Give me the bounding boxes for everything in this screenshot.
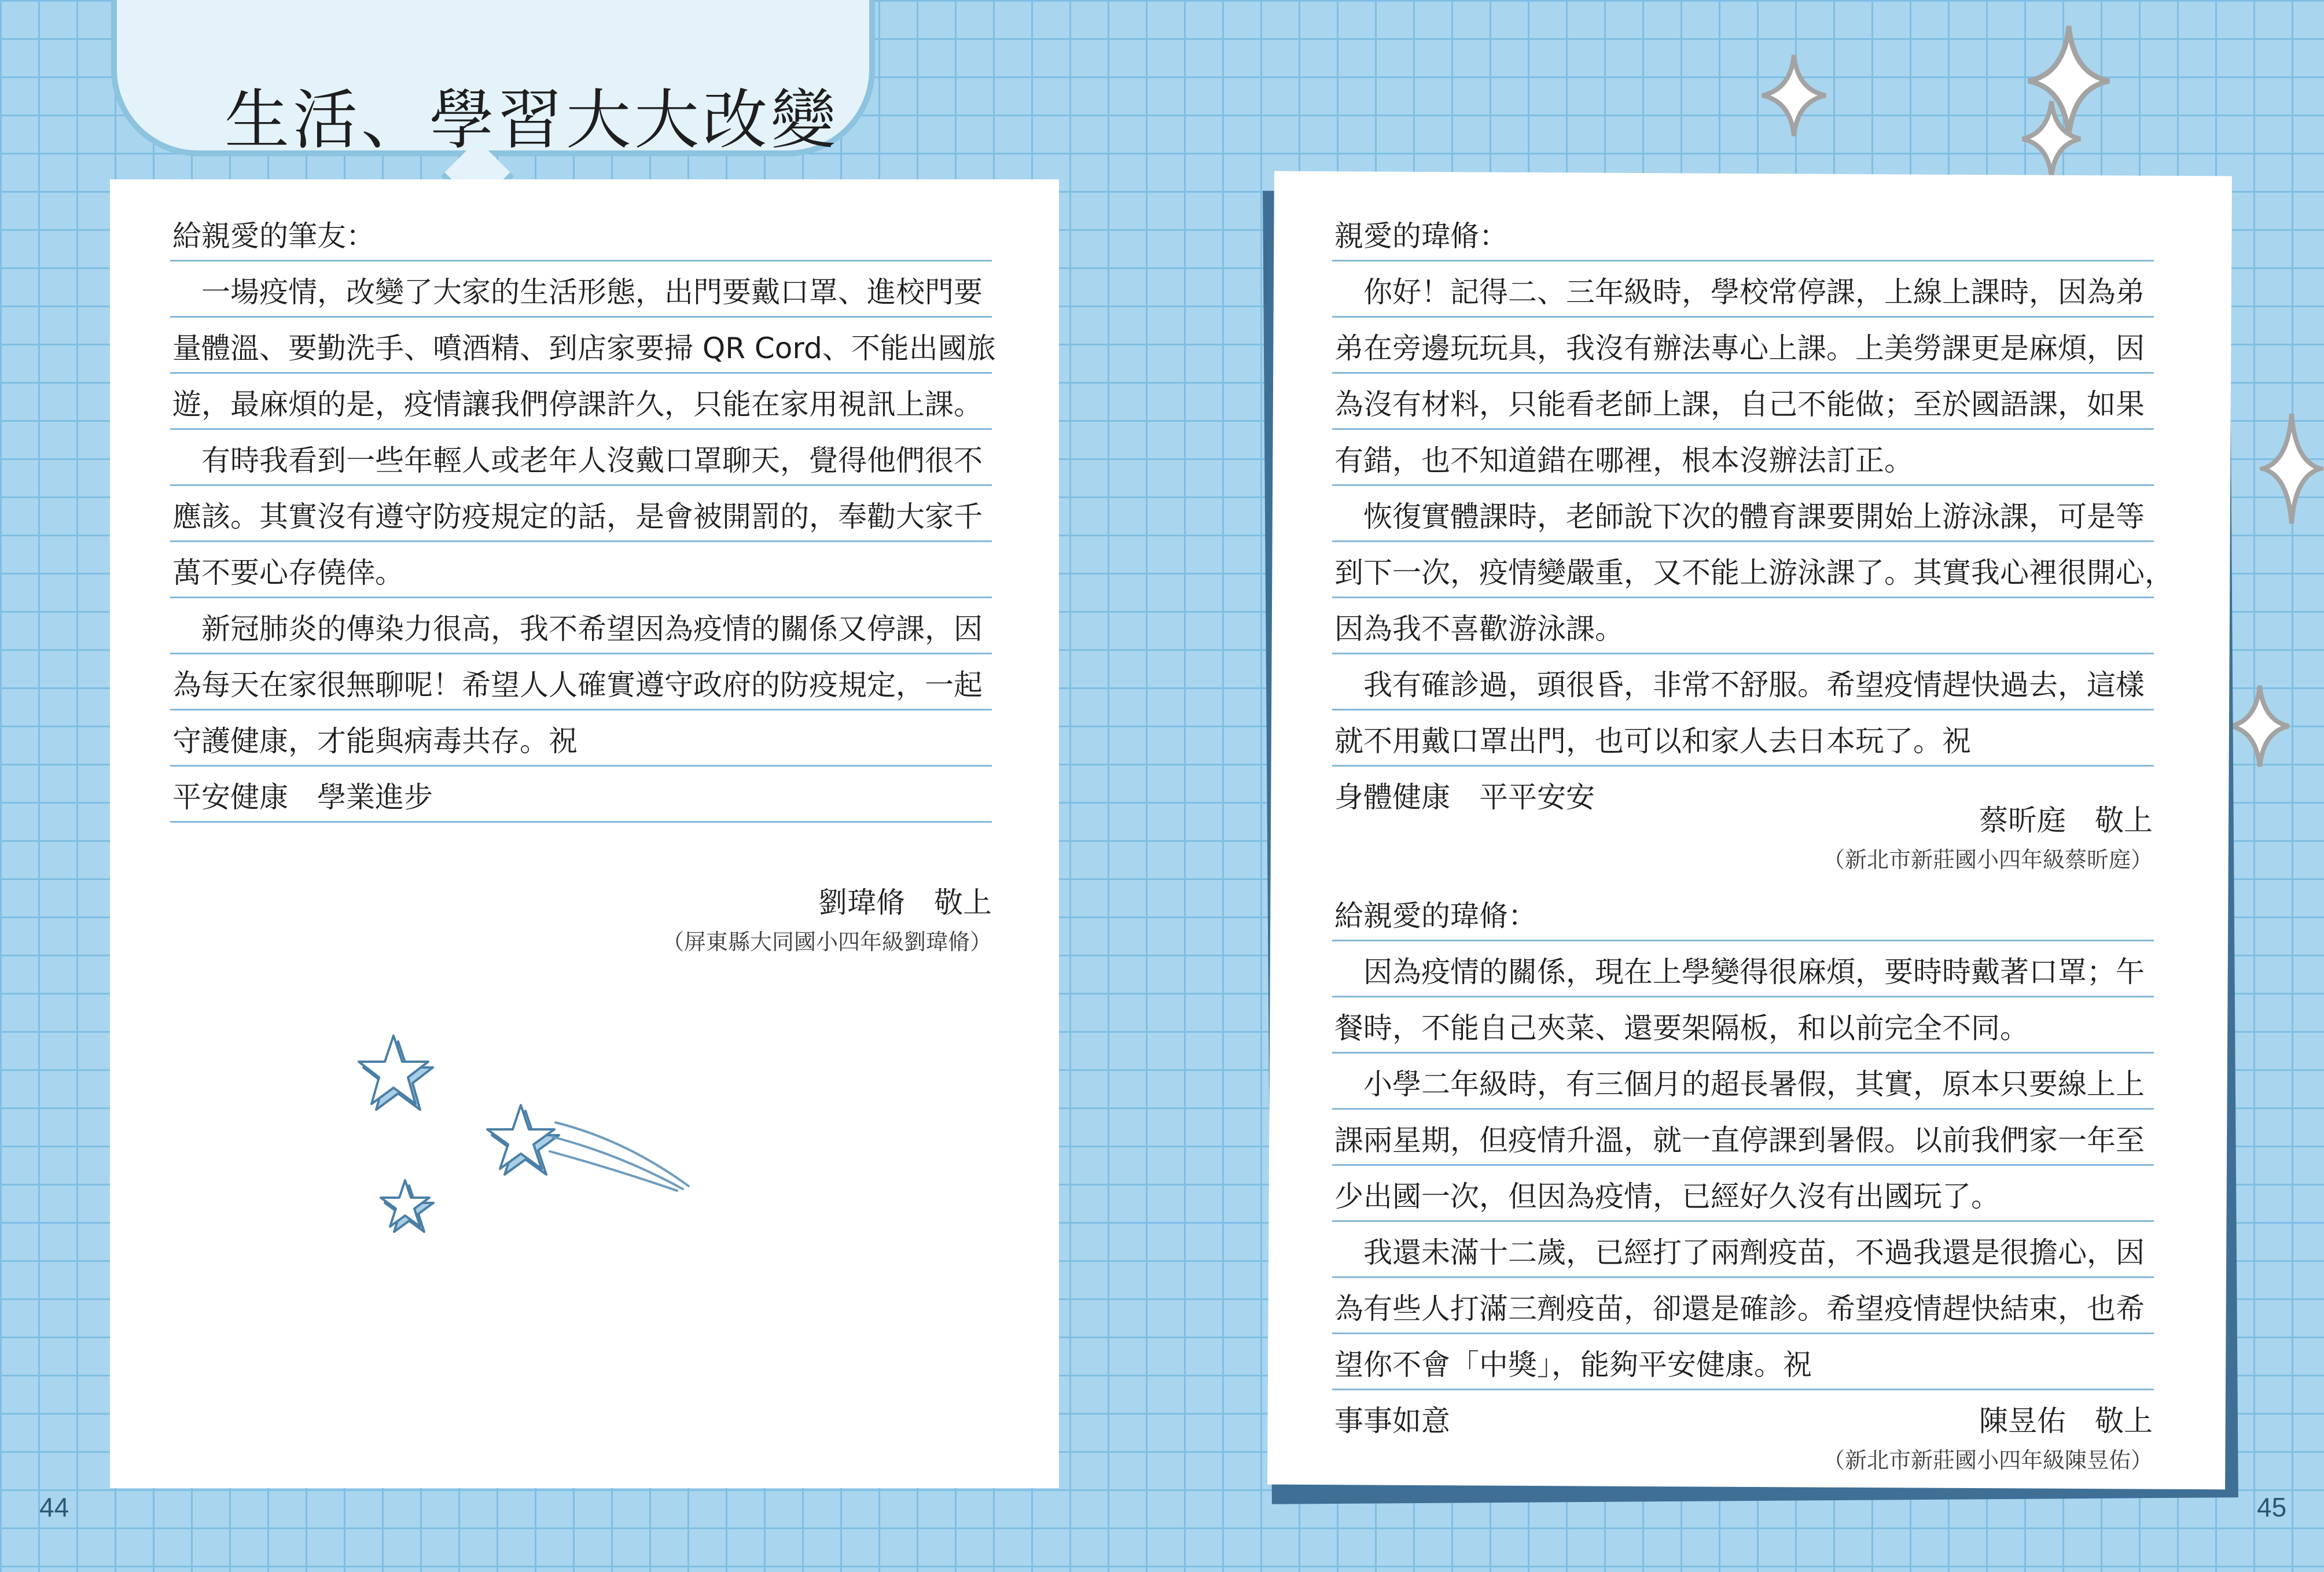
ruled-line — [1332, 597, 2154, 598]
ruled-line — [170, 653, 992, 654]
right-letter-1-closing: 身體健康 平平安安 — [1334, 781, 1595, 814]
right-letter-1-line: 你好！記得二、三年級時，學校常停課，上線上課時，因為弟 — [1334, 275, 2145, 309]
right-letter-2-closing: 事事如意 — [1334, 1404, 1450, 1438]
right-letter-2-greeting: 給親愛的瑋脩： — [1334, 899, 1537, 933]
ruled-line — [170, 709, 992, 710]
right-letter-1-greeting: 親愛的瑋脩： — [1334, 219, 1508, 253]
left-letter-line: 量體溫、要勤洗手、噴酒精、到店家要掃 QR Cord、不能出國旅 — [172, 332, 996, 365]
left-letter-closing: 平安健康 學業進步 — [172, 781, 433, 814]
page-number-left: 44 — [39, 1492, 69, 1522]
right-letter-2-line: 小學二年級時，有三個月的超長暑假，其實，原本只要線上上 — [1334, 1067, 2145, 1101]
right-letter-1-line: 弟在旁邊玩玩具，我沒有辦法專心上課。上美勞課更是麻煩，因 — [1334, 332, 2145, 365]
ruled-line — [1332, 653, 2154, 654]
right-letter-2-line: 我還未滿十二歲，已經打了兩劑疫苗，不過我還是很擔心，因 — [1334, 1236, 2145, 1269]
ruled-line — [170, 597, 992, 598]
left-letter-source: （屏東縣大同國小四年級劉瑋脩） — [661, 929, 992, 955]
ruled-line — [1332, 1389, 2154, 1390]
ruled-line — [1332, 1220, 2154, 1222]
right-letter-1-line: 就不用戴口罩出門，也可以和家人去日本玩了。祝 — [1334, 724, 1971, 758]
sparkle-icon — [2020, 98, 2083, 179]
right-letter-1-signature: 蔡昕庭 敬上 — [1979, 804, 2153, 837]
right-letter-2-line: 為有些人打滿三劑疫苗，卻還是確診。希望疫情趕快結束，也希 — [1334, 1292, 2145, 1326]
ruled-line — [1332, 996, 2154, 997]
sparkle-icon — [2228, 683, 2292, 770]
ruled-line — [170, 260, 992, 262]
ruled-line — [1332, 940, 2154, 941]
ruled-line — [1332, 540, 2154, 542]
right-letter-2-line: 少出國一次，但因為疫情，已經好久沒有出國玩了。 — [1334, 1180, 2000, 1213]
ruled-line — [1332, 1276, 2154, 1278]
ruled-line — [1332, 316, 2154, 318]
left-letter-line: 有時我看到一些年輕人或老年人沒戴口罩聊天，覺得他們很不 — [172, 444, 983, 477]
left-letter-line: 為每天在家很無聊呢！希望人人確實遵守政府的防疫規定，一起 — [172, 668, 983, 702]
right-letter-1-line: 恢復實體課時，老師說下次的體育課要開始上游泳課，可是等 — [1334, 500, 2145, 533]
right-letter-2-line: 因為疫情的關係，現在上學變得很麻煩，要時時戴著口罩；午 — [1334, 955, 2145, 989]
ruled-line — [170, 484, 992, 486]
ruled-line — [1332, 260, 2154, 262]
right-letter-1-line: 到下一次，疫情變嚴重，又不能上游泳課了。其實我心裡很開心， — [1334, 556, 2174, 590]
shooting-stars-decoration — [324, 1030, 706, 1250]
right-letter-2-signature: 陳昱佑 敬上 — [1979, 1404, 2153, 1438]
right-letter-2-line: 餐時，不能自己夾菜、還要架隔板，和以前完全不同。 — [1334, 1011, 2029, 1045]
ruled-line — [170, 821, 992, 823]
left-letter-line: 一場疫情，改變了大家的生活形態，出門要戴口罩、進校門要 — [172, 275, 983, 309]
left-letter-line: 新冠肺炎的傳染力很高，我不希望因為疫情的關係又停課，因 — [172, 612, 983, 646]
ruled-line — [170, 765, 992, 767]
ruled-line — [1332, 1052, 2154, 1054]
ruled-line — [170, 372, 992, 374]
left-letter-signature: 劉瑋脩 敬上 — [818, 886, 992, 919]
right-letter-1-line: 有錯，也不知道錯在哪裡，根本沒辦法訂正。 — [1334, 444, 1913, 477]
ruled-line — [170, 316, 992, 318]
sparkle-icon — [2260, 411, 2323, 527]
page-title: 生活、學習大大改變 — [225, 83, 839, 158]
right-letter-2-source: （新北市新莊國小四年級陳昱佑） — [1822, 1448, 2153, 1473]
right-letter-2-line: 望你不會「中獎」，能夠平安健康。祝 — [1334, 1348, 1812, 1382]
ruled-line — [1332, 765, 2154, 767]
ruled-line — [170, 540, 992, 542]
page-number-right: 45 — [2257, 1492, 2287, 1522]
left-letter-line: 遊，最麻煩的是，疫情讓我們停課許久，只能在家用視訊上課。 — [172, 388, 983, 421]
ruled-line — [1332, 709, 2154, 710]
ruled-line — [1332, 1108, 2154, 1110]
left-letter-line: 守護健康，才能與病毒共存。祝 — [172, 724, 578, 758]
ruled-line — [1332, 484, 2154, 486]
right-letter-1-source: （新北市新莊國小四年級蔡昕庭） — [1822, 847, 2153, 872]
left-letter-paper — [110, 179, 1059, 1488]
ruled-line — [1332, 1164, 2154, 1166]
ruled-line — [170, 428, 992, 430]
right-letter-1-line: 我有確診過，頭很昏，非常不舒服。希望疫情趕快過去，這樣 — [1334, 668, 2145, 702]
sparkle-icon — [1759, 52, 1829, 139]
ruled-line — [1332, 1332, 2154, 1334]
right-letter-2-line: 課兩星期，但疫情升溫，就一直停課到暑假。以前我們家一年至 — [1334, 1124, 2145, 1157]
ruled-line — [1332, 372, 2154, 374]
left-letter-line: 萬不要心存僥倖。 — [172, 556, 404, 590]
right-letter-1-line: 為沒有材料，只能看老師上課，自己不能做；至於國語課，如果 — [1334, 388, 2145, 421]
left-letter-line: 應該。其實沒有遵守防疫規定的話，是會被開罰的，奉勸大家千 — [172, 500, 983, 533]
ruled-line — [1332, 428, 2154, 430]
right-letter-1-line: 因為我不喜歡游泳課。 — [1334, 612, 1624, 646]
left-letter-greeting: 給親愛的筆友： — [172, 219, 375, 253]
